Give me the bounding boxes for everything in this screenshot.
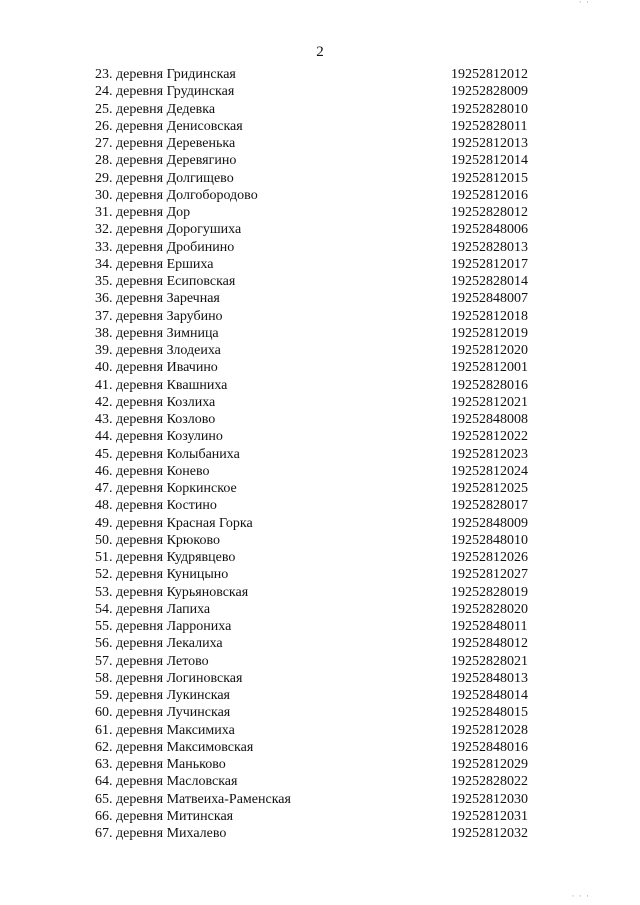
- settlement-name: 59. деревня Лукинская: [95, 688, 230, 703]
- settlement-name: 32. деревня Дорогушиха: [95, 222, 242, 238]
- settlement-name: 27. деревня Деревенька: [95, 136, 236, 151]
- list-item: [0, 83, 640, 100]
- list-item: [0, 497, 640, 514]
- settlement-name: 42. деревня Козлиха: [95, 394, 216, 410]
- settlement-code: 19252848012: [451, 636, 528, 652]
- settlement-code: 19252812017: [451, 256, 528, 272]
- list-item: [0, 101, 640, 118]
- list-item: [0, 791, 640, 808]
- settlement-code: 19252848013: [451, 670, 528, 686]
- list-item: [0, 325, 640, 342]
- settlement-name: 43. деревня Козлово: [95, 412, 216, 427]
- list-item: [0, 515, 640, 532]
- list-item: [0, 756, 640, 773]
- settlement-code: 19252828011: [451, 118, 528, 134]
- list-item: [0, 635, 640, 652]
- settlement-code: 19252848008: [451, 412, 528, 427]
- settlement-code: 19252812013: [451, 136, 528, 151]
- list-item: [0, 566, 640, 583]
- settlement-code: 19252812020: [451, 343, 528, 358]
- settlement-code: 19252848011: [451, 619, 528, 634]
- list-item: [0, 584, 640, 601]
- settlement-name: 51. деревня Кудрявцево: [95, 550, 236, 565]
- list-item: [0, 428, 640, 445]
- list-item: [0, 308, 640, 325]
- settlement-name: 44. деревня Козулино: [95, 429, 223, 445]
- settlement-name: 40. деревня Ивачино: [95, 360, 218, 376]
- list-item: [0, 722, 640, 739]
- settlement-code: 19252828009: [451, 84, 528, 100]
- list-item: [0, 773, 640, 790]
- settlement-list: [0, 66, 640, 842]
- settlement-name: 56. деревня Лекалиха: [95, 636, 223, 652]
- settlement-code: 19252848007: [451, 291, 528, 307]
- settlement-name: 53. деревня Курьяновская: [95, 584, 249, 600]
- page-number: 2: [316, 44, 324, 60]
- list-item: [0, 118, 640, 135]
- list-item: [0, 170, 640, 187]
- settlement-name: 62. деревня Максимовская: [95, 739, 254, 755]
- settlement-name: 47. деревня Коркинское: [95, 481, 237, 496]
- settlement-code: 19252828010: [451, 101, 528, 117]
- list-item: [0, 239, 640, 256]
- settlement-code: 19252828021: [451, 653, 528, 669]
- settlement-code: 19252828012: [451, 205, 528, 220]
- settlement-code: 19252812032: [451, 826, 528, 841]
- list-item: [0, 446, 640, 463]
- list-item: [0, 549, 640, 566]
- settlement-name: 31. деревня Дор: [95, 205, 191, 220]
- settlement-code: 19252812022: [451, 429, 528, 445]
- list-item: [0, 256, 640, 273]
- list-item: [0, 704, 640, 721]
- settlement-name: 33. деревня Дробинино: [95, 239, 235, 255]
- list-item: [0, 825, 640, 842]
- settlement-code: 19252828022: [451, 774, 528, 790]
- list-item: [0, 463, 640, 480]
- list-item: [0, 359, 640, 376]
- settlement-name: 25. деревня Дедевка: [95, 101, 216, 117]
- settlement-code: 19252812016: [451, 187, 528, 203]
- list-item: [0, 273, 640, 290]
- settlement-code: 19252812018: [451, 308, 528, 324]
- settlement-code: 19252828013: [451, 239, 528, 255]
- settlement-code: 19252848006: [451, 222, 528, 238]
- settlement-code: 19252812021: [451, 394, 528, 410]
- settlement-code: 19252812026: [451, 550, 528, 565]
- settlement-name: 55. деревня Ларрониха: [95, 619, 232, 634]
- settlement-name: 23. деревня Гридинская: [95, 67, 236, 82]
- settlement-name: 65. деревня Матвеиха-Раменская: [95, 791, 291, 807]
- settlement-code: 19252812014: [451, 153, 528, 169]
- settlement-code: 19252812024: [451, 463, 528, 479]
- list-item: [0, 532, 640, 549]
- list-item: [0, 653, 640, 670]
- corner-mark-bottom: · · ·: [571, 891, 590, 901]
- settlement-name: 66. деревня Митинская: [95, 808, 234, 824]
- list-item: [0, 601, 640, 618]
- settlement-code: 19252812015: [451, 170, 528, 186]
- settlement-name: 49. деревня Красная Горка: [95, 515, 253, 531]
- list-item: [0, 739, 640, 756]
- list-item: [0, 135, 640, 152]
- settlement-name: 45. деревня Колыбаниха: [95, 446, 240, 462]
- settlement-code: 19252812025: [451, 481, 528, 496]
- settlement-code: 19252848014: [451, 688, 528, 703]
- settlement-name: 38. деревня Зимница: [95, 325, 219, 341]
- settlement-name: 30. деревня Долгобородово: [95, 187, 258, 203]
- list-item: [0, 394, 640, 411]
- list-item: [0, 618, 640, 635]
- list-item: [0, 204, 640, 221]
- settlement-code: 19252848010: [451, 532, 528, 548]
- list-item: [0, 808, 640, 825]
- settlement-code: 19252812030: [451, 791, 528, 807]
- settlement-code: 19252812027: [451, 567, 528, 583]
- settlement-name: 34. деревня Ершиха: [95, 256, 214, 272]
- list-item: [0, 411, 640, 428]
- settlement-code: 19252828020: [451, 601, 528, 617]
- settlement-name: 63. деревня Маньково: [95, 757, 226, 772]
- list-item: [0, 187, 640, 204]
- settlement-name: 57. деревня Летово: [95, 653, 209, 669]
- settlement-name: 24. деревня Грудинская: [95, 84, 235, 100]
- settlement-name: 37. деревня Зарубино: [95, 308, 223, 324]
- settlement-name: 28. деревня Деревягино: [95, 153, 237, 169]
- list-item: [0, 221, 640, 238]
- settlement-name: 64. деревня Масловская: [95, 774, 238, 790]
- list-item: [0, 290, 640, 307]
- list-item: [0, 670, 640, 687]
- settlement-code: 19252848009: [451, 515, 528, 531]
- list-item: [0, 342, 640, 359]
- settlement-name: 52. деревня Куницыно: [95, 567, 229, 583]
- settlement-code: 19252848015: [451, 705, 528, 721]
- settlement-name: 61. деревня Максимиха: [95, 722, 235, 738]
- list-item: [0, 687, 640, 704]
- settlement-code: 19252812001: [451, 360, 528, 376]
- list-item: [0, 66, 640, 83]
- settlement-name: 48. деревня Костино: [95, 498, 217, 514]
- settlement-code: 19252828014: [451, 274, 528, 289]
- list-item: [0, 480, 640, 497]
- settlement-code: 19252828017: [451, 498, 528, 514]
- settlement-name: 41. деревня Квашниха: [95, 377, 228, 393]
- settlement-name: 46. деревня Конево: [95, 463, 210, 479]
- settlement-name: 60. деревня Лучинская: [95, 705, 231, 721]
- settlement-name: 35. деревня Есиповская: [95, 274, 236, 289]
- settlement-code: 19252848016: [451, 739, 528, 755]
- settlement-code: 19252812023: [451, 446, 528, 462]
- settlement-name: 58. деревня Логиновская: [95, 670, 243, 686]
- settlement-name: 39. деревня Злодеиха: [95, 343, 221, 358]
- list-item: [0, 377, 640, 394]
- settlement-name: 26. деревня Денисовская: [95, 118, 243, 134]
- settlement-name: 54. деревня Лапиха: [95, 601, 211, 617]
- settlement-code: 19252812019: [451, 325, 528, 341]
- settlement-name: 36. деревня Заречная: [95, 291, 220, 307]
- settlement-code: 19252812012: [451, 67, 528, 82]
- settlement-code: 19252812031: [451, 808, 528, 824]
- corner-mark-top: · ·: [578, 0, 590, 7]
- settlement-code: 19252812029: [451, 757, 528, 772]
- settlement-name: 50. деревня Крюково: [95, 532, 220, 548]
- settlement-name: 29. деревня Долгищево: [95, 170, 234, 186]
- settlement-code: 19252828019: [451, 584, 528, 600]
- list-item: [0, 152, 640, 169]
- settlement-code: 19252812028: [451, 722, 528, 738]
- settlement-code: 19252828016: [451, 377, 528, 393]
- settlement-name: 67. деревня Михалево: [95, 826, 227, 841]
